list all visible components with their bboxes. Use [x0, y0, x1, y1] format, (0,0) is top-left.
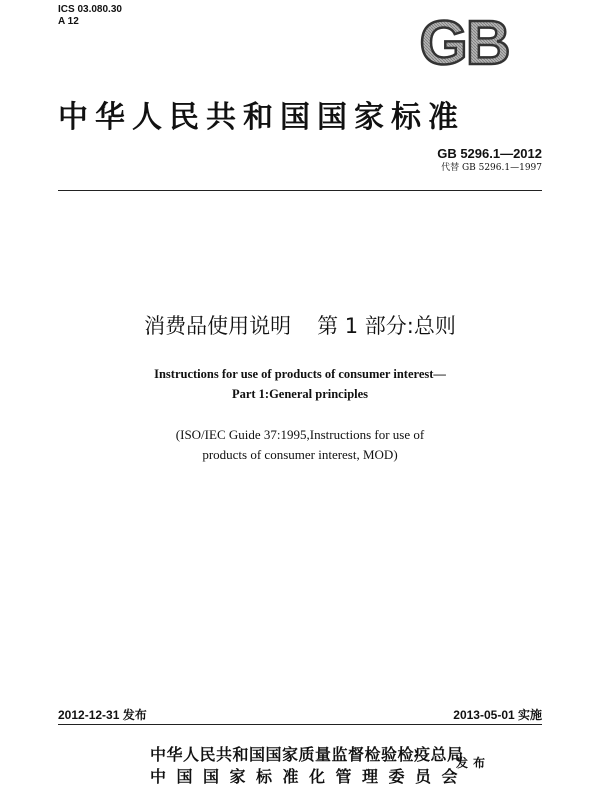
ics-block: [58, 4, 122, 28]
gb-logo: [404, 12, 524, 70]
footer-rule: [58, 724, 542, 725]
implementation-date: 2013-05-01 实施: [453, 708, 542, 722]
gb-logo-letters: GB: [419, 12, 509, 70]
document-title-en: [0, 364, 600, 404]
document-title-cn: [0, 310, 600, 340]
issue-date: 2012-12-31 发布: [58, 708, 147, 722]
ics-code: ICS 03.080.30: [58, 4, 122, 15]
publish-label: 发布: [456, 756, 491, 770]
iso-reference: [0, 425, 600, 465]
standard-number: GB 5296.1—2012: [437, 146, 542, 161]
document-title-main: 消费品使用说明: [144, 314, 292, 338]
title-en-line-1: Instructions for use of products of consumer interest—: [154, 367, 446, 381]
document-title-part: 第 1 部分:总则: [317, 314, 456, 338]
iso-reference-line-1: (ISO/IEC Guide 37:1995,Instructions for use of: [175, 427, 425, 442]
title-en-line-2: Part 1:General principles: [231, 387, 369, 401]
classification-code: A 12: [58, 16, 79, 27]
national-standard-title: 中华人民共和国国家标准: [58, 100, 465, 135]
header-rule: [58, 190, 542, 191]
issuer-sac: 中国国家标准化管理委员会: [150, 767, 469, 786]
replaces-standard: 代替 GB 5296.1—1997: [441, 163, 542, 173]
iso-reference-line-2: products of consumer interest, MOD): [202, 447, 398, 462]
issuer-aqsiq: 中华人民共和国国家质量监督检验检疫总局: [150, 745, 464, 764]
